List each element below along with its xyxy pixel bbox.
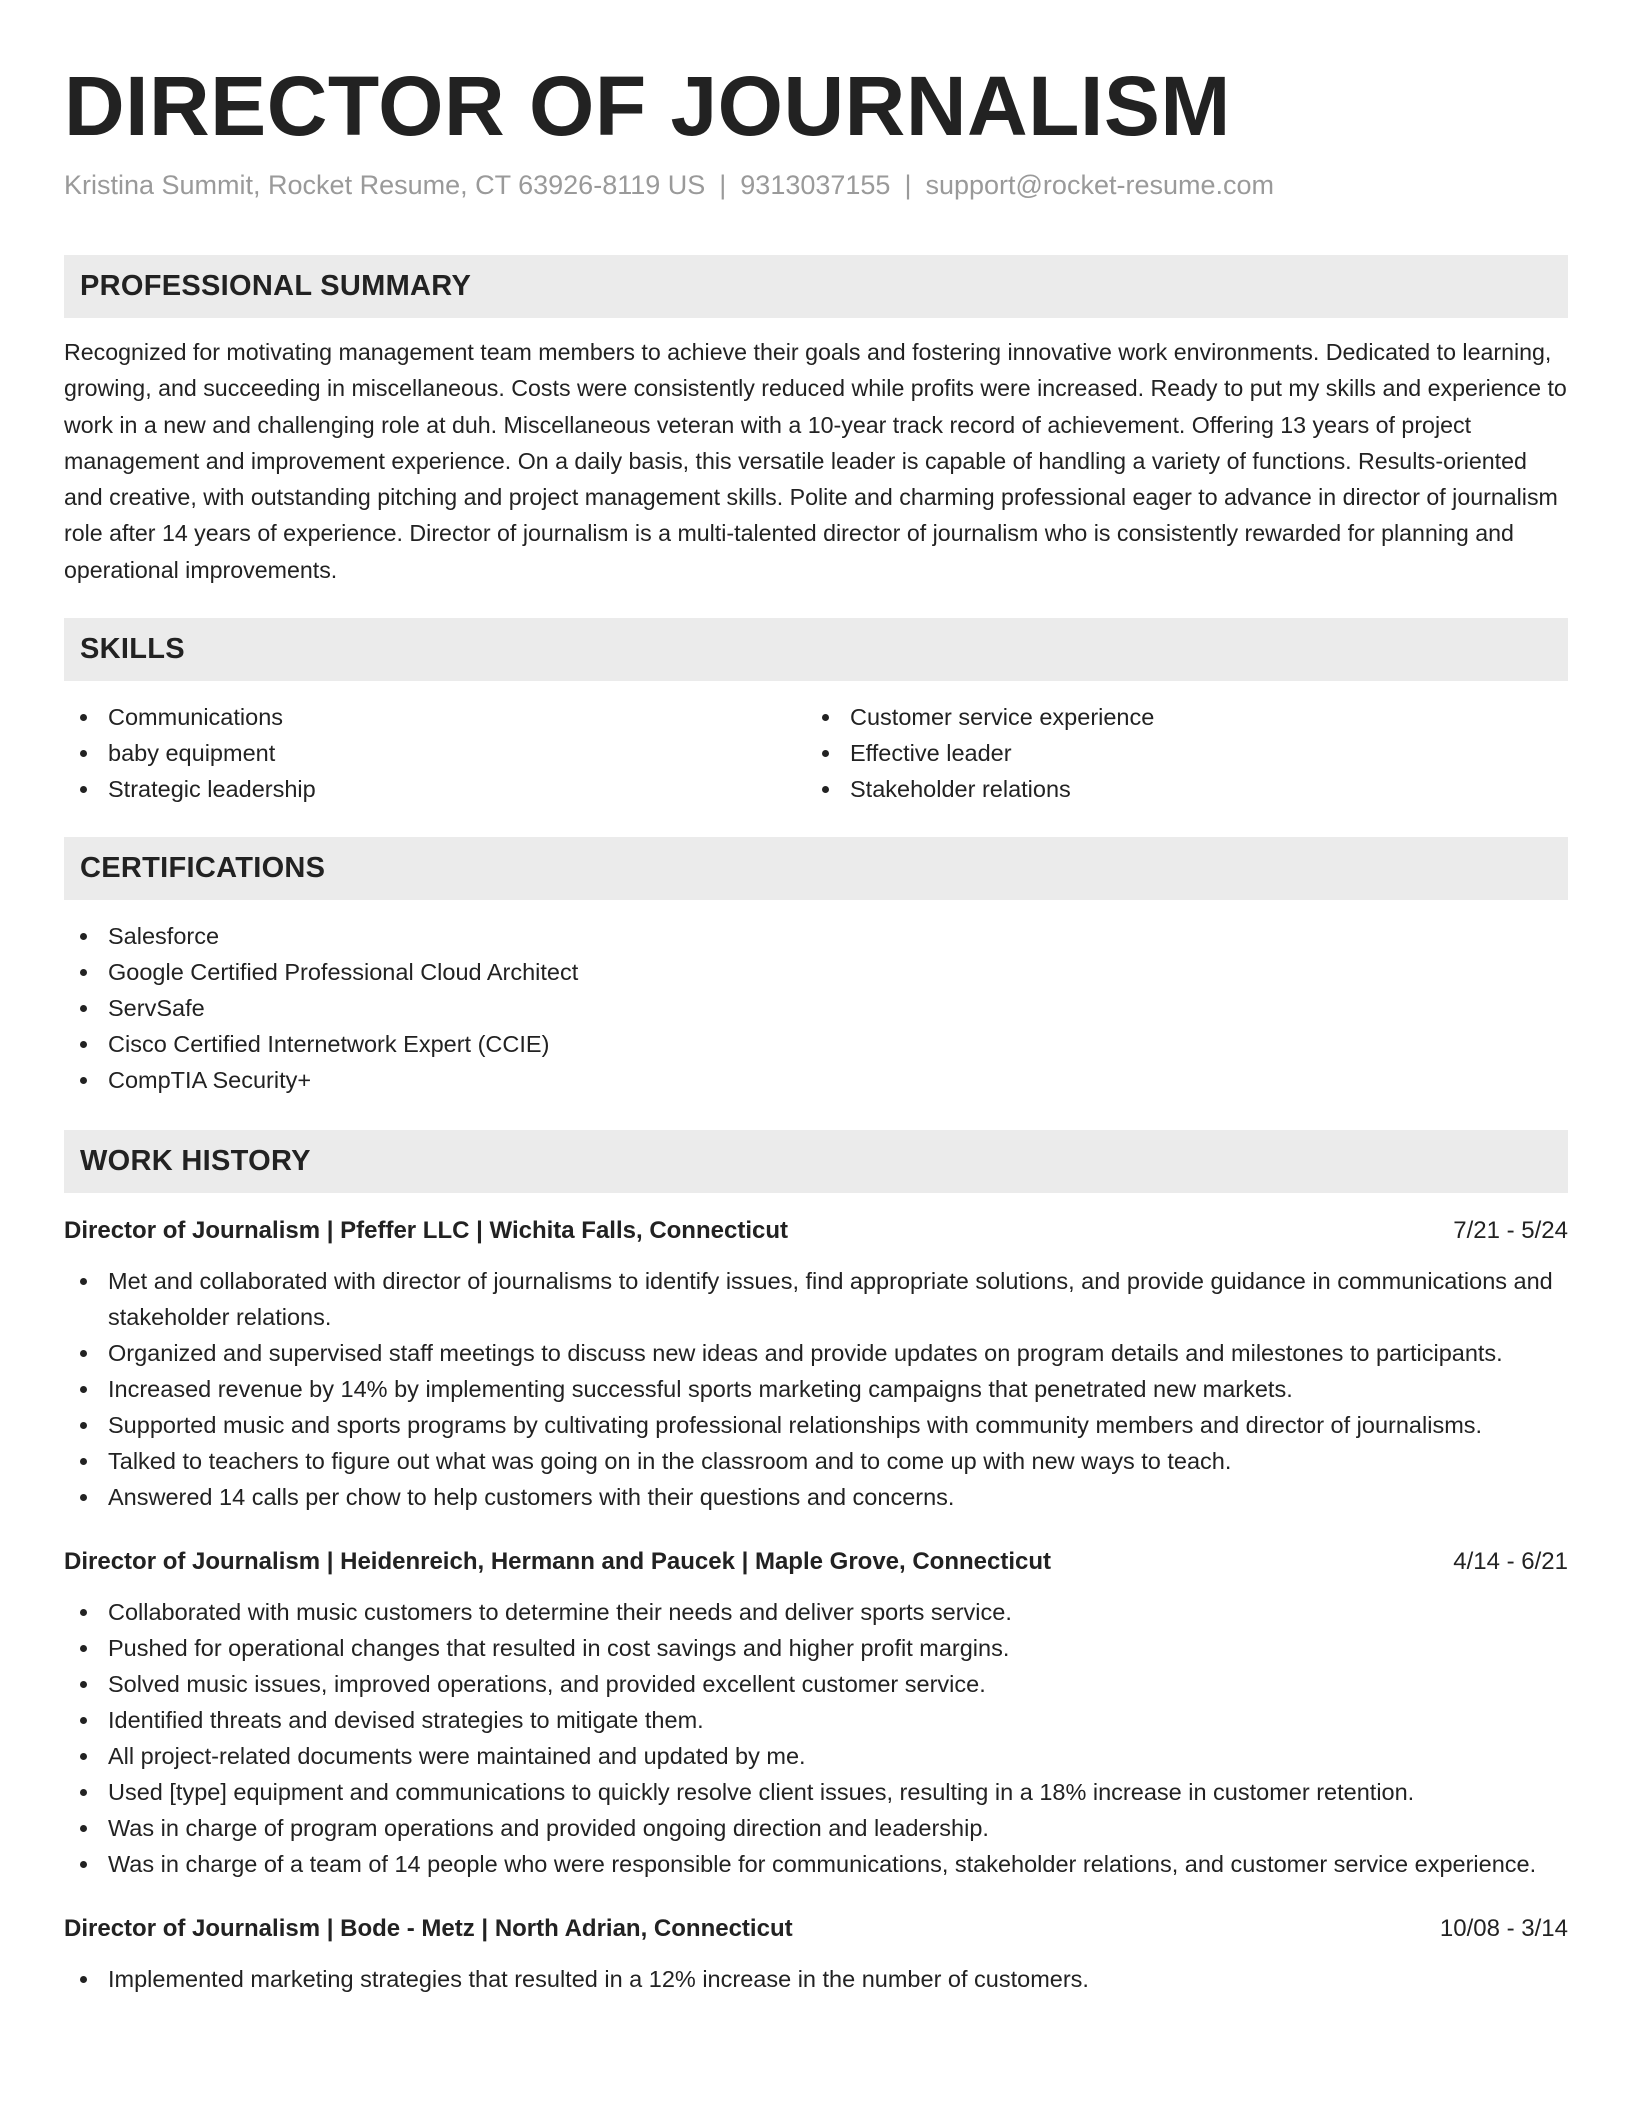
job-bullet: Met and collaborated with director of journalisms to identify issues, find appropriate solutions, and provide guidance in communications and stakeholder relations. [64,1263,1568,1335]
skills-column-left [64,699,806,807]
skill-item: baby equipment [64,735,806,771]
summary-section-header [64,255,1568,318]
certification-item: Google Certified Professional Cloud Architect [64,954,1568,990]
job-bullet: Was in charge of program operations and provided ongoing direction and leadership. [64,1810,1568,1846]
job-bullet: Collaborated with music customers to determine their needs and deliver sports service. [64,1594,1568,1630]
skills-section-header [64,618,1568,681]
certification-item: CompTIA Security+ [64,1062,1568,1098]
contact-separator: | [904,170,912,200]
job-bullet: Answered 14 calls per chow to help customers with their questions and concerns. [64,1479,1568,1515]
job-bullet: Used [type] equipment and communications to quickly resolve client issues, resulting in a 18% increase in customer retention. [64,1774,1568,1810]
certification-item: ServSafe [64,990,1568,1026]
job-bullets [64,1594,1568,1882]
skill-item: Stakeholder relations [806,771,1548,807]
certifications-section-header [64,837,1568,900]
job-bullet: Implemented marketing strategies that resulted in a 12% increase in the number of customers. [64,1961,1568,1997]
job-role: Director of Journalism | Bode - Metz | North Adrian, Connecticut [64,1915,793,1943]
job-bullets [64,1263,1568,1515]
skills-list [64,699,1568,807]
contact-email: support@rocket-resume.com [925,170,1274,200]
contact-separator: | [719,170,727,200]
certification-item: Cisco Certified Internetwork Expert (CCIE) [64,1026,1568,1062]
job-bullet: Was in charge of a team of 14 people who were responsible for communications, stakeholder relations, and customer service experience. [64,1846,1568,1882]
job-header [64,1213,1568,1249]
job-bullet: Supported music and sports programs by cultivating professional relationships with community members and director of journalisms. [64,1407,1568,1443]
job-bullets [64,1961,1568,1997]
skill-item: Customer service experience [806,699,1548,735]
contact-address: Kristina Summit, Rocket Resume, CT 63926-8119 US [64,170,706,200]
job-bullet: Increased revenue by 14% by implementing successful sports marketing campaigns that penetrated new markets. [64,1371,1568,1407]
job-entry [64,1544,1568,1882]
job-entry [64,1911,1568,1997]
certification-item: Salesforce [64,918,1568,954]
summary-heading: PROFESSIONAL SUMMARY [80,270,472,302]
job-bullet: All project-related documents were maintained and updated by me. [64,1738,1568,1774]
job-dates: 10/08 - 3/14 [1439,1915,1568,1943]
job-bullet: Solved music issues, improved operations, and provided excellent customer service. [64,1666,1568,1702]
page-title: DIRECTOR OF JOURNALISM [64,59,1231,153]
contact-phone: 9313037155 [740,170,891,200]
skills-heading: SKILLS [80,633,185,666]
job-bullet: Organized and supervised staff meetings to discuss new ideas and provide updates on program details and milestones to participants. [64,1335,1568,1371]
job-bullet: Identified threats and devised strategies to mitigate them. [64,1702,1568,1738]
work-history-section-header [64,1130,1568,1193]
job-role: Director of Journalism | Pfeffer LLC | Wichita Falls, Connecticut [64,1217,788,1245]
job-entry [64,1213,1568,1515]
job-bullet: Pushed for operational changes that resulted in cost savings and higher profit margins. [64,1630,1568,1666]
skills-column-right [806,699,1548,807]
skill-item: Strategic leadership [64,771,806,807]
job-bullet: Talked to teachers to figure out what was going on in the classroom and to come up with new ways to teach. [64,1443,1568,1479]
job-header [64,1544,1568,1580]
certifications-heading: CERTIFICATIONS [80,852,326,885]
work-history-heading: WORK HISTORY [80,1145,311,1178]
skill-item: Effective leader [806,735,1548,771]
job-dates: 4/14 - 6/21 [1453,1548,1568,1576]
certifications-list [64,918,1568,1098]
job-header [64,1911,1568,1947]
contact-line [64,168,1568,202]
summary-text: Recognized for motivating management team members to achieve their goals and fostering innovative work environments. Dedicated to learning, growing, and succeeding in miscellaneous. Costs were consistently reduced while profits were increased. Ready to put my skills and experience to work in a new and challenging role at duh. Miscellaneous veteran with a 10-year track record of achievement. Offering 13 years of project management and improvement experience. On a daily basis, this versatile leader is capable of handling a variety of functions. Results-oriented and creative, with outstanding pitching and project management skills. Polite and charming professional eager to advance in director of journalism role after 14 years of experience. Director of journalism is a multi-talented director of journalism who is consistently rewarded for planning and operational improvements. [64,339,1567,583]
job-role: Director of Journalism | Heidenreich, Hermann and Paucek | Maple Grove, Connecticut [64,1548,1052,1576]
job-dates: 7/21 - 5/24 [1453,1217,1568,1245]
skill-item: Communications [64,699,806,735]
